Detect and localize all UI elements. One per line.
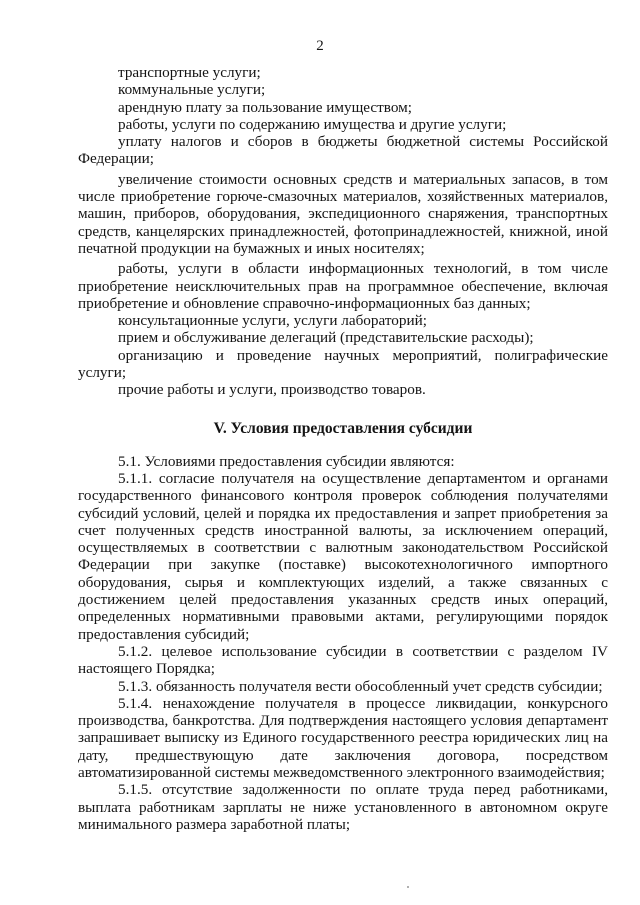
- section-title: V. Условия предоставления субсидии: [213, 419, 473, 437]
- page-number: 2: [316, 38, 324, 54]
- section-paragraph: 5.1.2. целевое использование субсидии в соответствии с разделом IV настоящего Порядка;: [78, 642, 608, 678]
- list-item: работы, услуги в области информационных технологий, в том числе приобретение неисключительных прав на программное обеспечение, включая приобретение и обновление справочно-информационных баз данных;: [78, 260, 608, 312]
- list-item: увеличение стоимости основных средств и материальных запасов, в том числе приобретение горюче-смазочных материалов, хозяйственных материалов, машин, приборов, оборудования, экспедиционного снаряжения, транспортных средств, канцелярских принадлежностей, фотопринадлежностей, книжной, иной печатной продукции на бумажных и иных носителях;: [78, 170, 608, 257]
- list-item: работы, услуги по содержанию имущества и другие услуги;: [118, 115, 507, 133]
- list-item: коммунальные услуги;: [118, 81, 266, 99]
- list-item: уплату налогов и сборов в бюджеты бюджетной системы Российской Федерации;: [78, 133, 608, 168]
- section-paragraph: 5.1.3. обязанность получателя вести обособленный учет средств субсидии;: [118, 677, 603, 695]
- section-paragraph: 5.1.1. согласие получателя на осуществление департаментом и органами государственного финансового контроля проверок соблюдения получателями субсидий условий, целей и порядка их предоставления и запрет приобретения за счет полученных средств иностранной валюты, за исключением операций, осуществляемых в соответствии с валютным законодательством Российской Федерации при закупке (поставке) высокотехнологичного импортного оборудования, сырья и комплектующих изделий, а также связанных с достижением целей предоставления указанных средств иных операций, определенных нормативными правовыми актами, регулирующими порядок предоставления субсидий;: [78, 469, 608, 643]
- list-item: прочие работы и услуги, производство товаров.: [118, 381, 426, 399]
- section-paragraph: 5.1.4. ненахождение получателя в процессе ликвидации, конкурсного производства, банкротства. Для подтверждения настоящего условия департамент запрашивает выписку из Единого государственного реестра юридических лиц на дату, предшествующую дате заключения договора, посредством автоматизированной системы межведомственного электронного взаимодействия;: [78, 694, 608, 781]
- section-paragraph: 5.1.5. отсутствие задолженности по оплате труда перед работниками, выплата работникам зарплаты не ниже установленного в автономном округе минимального размера заработной платы;: [78, 781, 608, 833]
- list-item: транспортные услуги;: [118, 64, 261, 81]
- list-item: организацию и проведение научных мероприятий, полиграфические услуги;: [78, 346, 608, 382]
- scan-speck: [407, 886, 409, 888]
- list-item: консультационные услуги, услуги лабораторий;: [118, 312, 427, 330]
- document-body: [78, 64, 608, 833]
- section-paragraph: 5.1. Условиями предоставления субсидии являются:: [118, 452, 455, 470]
- list-item: прием и обслуживание делегаций (представительские расходы);: [118, 329, 534, 347]
- list-item: арендную плату за пользование имуществом;: [118, 98, 412, 116]
